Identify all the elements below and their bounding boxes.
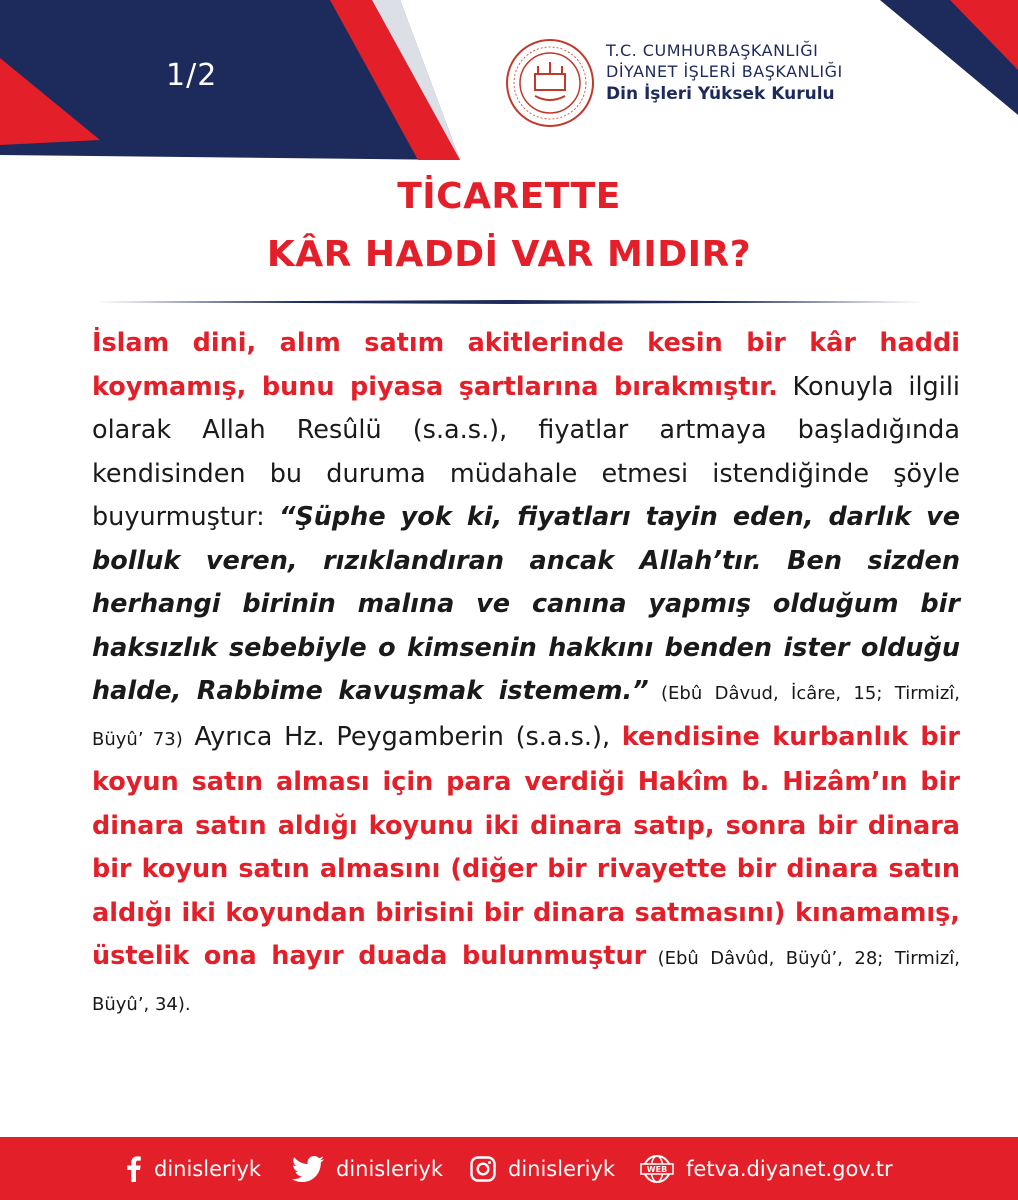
organization-block — [606, 40, 843, 106]
instagram-handle: dinisleriyk — [508, 1156, 616, 1181]
org-name-line1: T.C. CUMHURBAŞKANLIĞI — [606, 41, 819, 60]
org-name-line3: Din İşleri Yüksek Kurulu — [606, 84, 835, 104]
web-icon-label: WEB — [646, 1164, 668, 1174]
body-text-2: Ayrıca Hz. Peygamberin (s.a.s.), — [182, 721, 622, 752]
reference-2: (Ebû Dâvûd, Büyû’, 28; Tirmizî, Büyû’, 34). — [92, 948, 960, 1015]
instagram-icon — [470, 1156, 496, 1182]
facebook-handle: dinisleriyk — [154, 1156, 262, 1181]
footer-instagram[interactable] — [470, 1137, 615, 1200]
footer-website[interactable] — [640, 1137, 893, 1200]
facebook-icon — [126, 1156, 142, 1182]
body-text-1: Konuyla ilgili olarak Allah Resûlü (s.a.s.), fiyatlar artmaya başladığında kendisinden bu duruma müdahale etmesi istendiğinde şöyle buyurmuştur: — [92, 371, 960, 532]
twitter-handle: dinisleriyk — [336, 1156, 444, 1181]
title-divider — [95, 296, 925, 308]
footer-bar — [0, 1137, 1018, 1200]
diyanet-seal-icon — [505, 38, 595, 128]
page-title — [0, 168, 1018, 284]
org-name-line2: DİYANET İŞLERİ BAŞKANLIĞI — [606, 62, 843, 81]
body-highlight-1: İslam dini, alım satım akitlerinde kesin bir kâr haddi koymamış, bunu piyasa şartlarına bırakmıştır. — [92, 328, 960, 402]
twitter-icon — [292, 1156, 324, 1182]
web-icon — [640, 1154, 674, 1184]
website-link: fetva.diyanet.gov.tr — [686, 1156, 893, 1181]
title-line2: KÂR HADDİ VAR MIDIR? — [266, 234, 752, 275]
article-body — [92, 322, 960, 1026]
footer-twitter[interactable] — [292, 1137, 443, 1200]
footer-facebook[interactable] — [126, 1137, 261, 1200]
title-line1: TİCARETTE — [397, 176, 621, 217]
body-highlight-2: kendisine kurbanlık bir koyun satın alması için para verdiği Hakîm b. Hizâm’ın bir dinara satın aldığı koyunu iki dinara satıp, sonra bir dinara bir koyun satın almasını (diğer bir rivayette bir dinara satın aldığı iki koyundan birisini bir dinara satmasını) kınamamış, üstelik ona hayır duada bulunmuştur — [92, 721, 961, 971]
page-indicator: 1/2 — [166, 58, 218, 93]
hadith-quote: “Şüphe yok ki, fiyatları tayin eden, darlık ve bolluk veren, rızıklandıran ancak Allah’tır. Ben sizden herhangi birinin malına ve canına yapmış olduğum bir haksızlık sebebiyle o kimsenin hakkını benden ister olduğu halde, Rabbime kavuşmak istemem.” — [92, 502, 960, 706]
reference-1: (Ebû Dâvud, İcâre, 15; Tirmizî, Büyû’ 73) — [92, 683, 960, 750]
